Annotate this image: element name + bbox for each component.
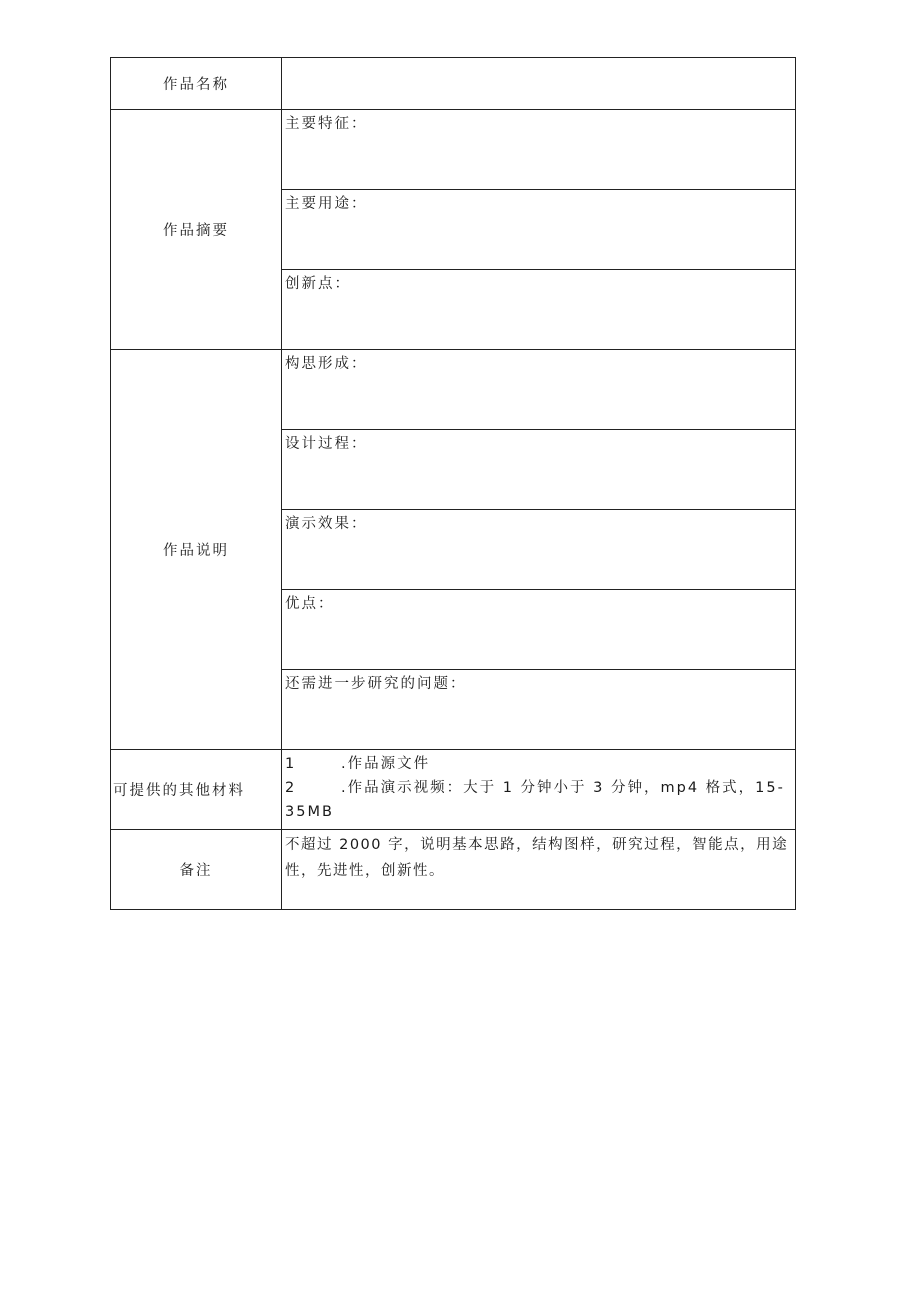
title-label: 作品名称 [111, 58, 282, 110]
demo-effect-field[interactable]: 演示效果： [282, 510, 796, 590]
usage-field[interactable]: 主要用途： [282, 190, 796, 270]
remarks-field[interactable] [282, 830, 796, 910]
materials-item-text: 35MB [285, 804, 334, 820]
materials-item [285, 776, 792, 800]
materials-item-text: .作品源文件 [341, 756, 431, 772]
features-field[interactable]: 主要特征： [282, 110, 796, 190]
remarks-row [111, 830, 796, 910]
title-field[interactable] [282, 58, 796, 110]
description-label: 作品说明 [111, 350, 282, 750]
materials-item [285, 800, 792, 824]
abstract-row [111, 110, 796, 190]
materials-row [111, 750, 796, 830]
advantages-field[interactable]: 优点： [282, 590, 796, 670]
materials-field[interactable] [282, 750, 796, 830]
materials-item-number: 2 [285, 780, 297, 796]
work-form-table [110, 57, 796, 910]
materials-list [285, 752, 792, 827]
remarks-label: 备注 [111, 830, 282, 910]
description-row [111, 350, 796, 430]
design-process-field[interactable]: 设计过程： [282, 430, 796, 510]
innovation-field[interactable]: 创新点： [282, 270, 796, 350]
remarks-text: 不超过 2000 字，说明基本思路，结构图样，研究过程，智能点，用途性，先进性，创新性。 [285, 837, 789, 879]
materials-item-number: 1 [285, 756, 297, 772]
title-row [111, 58, 796, 110]
abstract-label: 作品摘要 [111, 110, 282, 350]
materials-item [285, 752, 792, 776]
concept-field[interactable]: 构思形成： [282, 350, 796, 430]
further-research-field[interactable]: 还需进一步研究的问题： [282, 670, 796, 750]
materials-item-text: .作品演示视频：大于 1 分钟小于 3 分钟，mp4 格式，15- [341, 780, 785, 796]
materials-label: 可提供的其他材料 [111, 750, 282, 830]
